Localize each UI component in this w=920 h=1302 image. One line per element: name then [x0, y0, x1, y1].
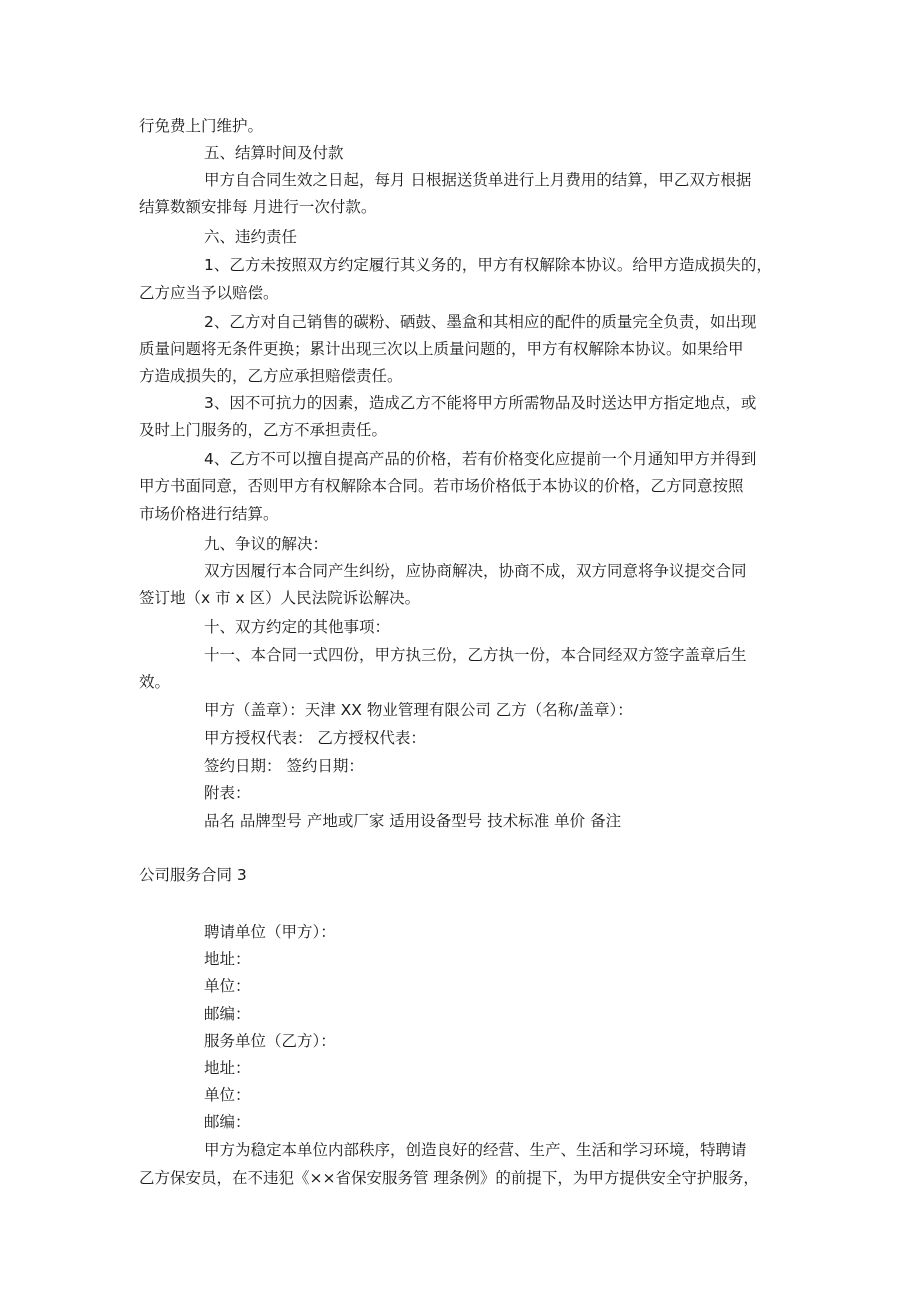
- text-line: 1、乙方未按照双方约定履行其义务的，甲方有权解除本协议。给甲方造成损失的，: [204, 256, 772, 274]
- text-line: 市场价格进行结算。: [139, 505, 279, 523]
- text-line: 乙方保安员，在不违犯《××省保安服务管 理条例》的前提下，为甲方提供安全守护服务，: [139, 1169, 759, 1187]
- field-label: 单位：: [204, 1086, 251, 1104]
- section-heading: 六、违约责任: [204, 228, 298, 246]
- text-line: 签订地（x 市 x 区）人民法院诉讼解决。: [139, 589, 421, 607]
- section-heading: 十、双方约定的其他事项：: [204, 618, 391, 636]
- text-line: 十一、本合同一式四份，甲方执三份，乙方执一份，本合同经双方签字盖章后生: [204, 646, 747, 664]
- text-line: 2、乙方对自己销售的碳粉、硒鼓、墨盒和其相应的配件的质量完全负责，如出现: [204, 313, 757, 331]
- text-line: 双方因履行本合同产生纠纷，应协商解决，协商不成，双方同意将争议提交合同: [204, 562, 747, 580]
- section-heading: 五、结算时间及付款: [204, 144, 344, 162]
- text-line: 甲方为稳定本单位内部秩序，创造良好的经营、生产、生活和学习环境，特聘请: [204, 1141, 747, 1159]
- field-label: 地址：: [204, 950, 251, 968]
- signature-representative-line: 甲方授权代表： 乙方授权代表：: [204, 729, 426, 747]
- text-line: 乙方应当予以赔偿。: [139, 284, 279, 302]
- signature-date-line: 签约日期： 签约日期：: [204, 757, 364, 775]
- appendix-table-header: 品名 品牌型号 产地或厂家 适用设备型号 技术标准 单价 备注: [204, 812, 622, 830]
- text-line: 及时上门服务的，乙方不承担责任。: [139, 421, 388, 439]
- signature-party-line: 甲方（盖章）：天津 XX 物业管理有限公司 乙方（名称/盖章）：: [204, 701, 633, 719]
- text-line: 质量问题将无条件更换；累计出现三次以上质量问题的，甲方有权解除本协议。如果给甲: [139, 340, 744, 358]
- party-b-label: 服务单位（乙方）：: [204, 1032, 336, 1050]
- appendix-label: 附表：: [204, 784, 251, 802]
- text-line: 行免费上门维护。: [139, 117, 264, 135]
- text-line: 甲方自合同生效之日起，每月 日根据送货单进行上月费用的结算，甲乙双方根据: [204, 171, 752, 189]
- text-line: 3、因不可抗力的因素，造成乙方不能将甲方所需物品及时送达甲方指定地点，或: [204, 394, 757, 412]
- field-label: 单位：: [204, 977, 251, 995]
- text-line: 甲方书面同意，否则甲方有权解除本合同。若市场价格低于本协议的价格，乙方同意按照: [139, 477, 744, 495]
- text-line: 结算数额安排每 月进行一次付款。: [139, 198, 377, 216]
- contract-title: 公司服务合同 3: [139, 866, 247, 884]
- text-line: 效。: [139, 673, 171, 691]
- text-line: 4、乙方不可以擅自提高产品的价格，若有价格变化应提前一个月通知甲方并得到: [204, 450, 757, 468]
- field-label: 邮编：: [204, 1113, 251, 1131]
- field-label: 邮编：: [204, 1005, 251, 1023]
- party-a-label: 聘请单位（甲方）：: [204, 923, 336, 941]
- text-line: 方造成损失的，乙方应承担赔偿责任。: [139, 367, 403, 385]
- field-label: 地址：: [204, 1059, 251, 1077]
- section-heading: 九、争议的解决：: [204, 535, 329, 553]
